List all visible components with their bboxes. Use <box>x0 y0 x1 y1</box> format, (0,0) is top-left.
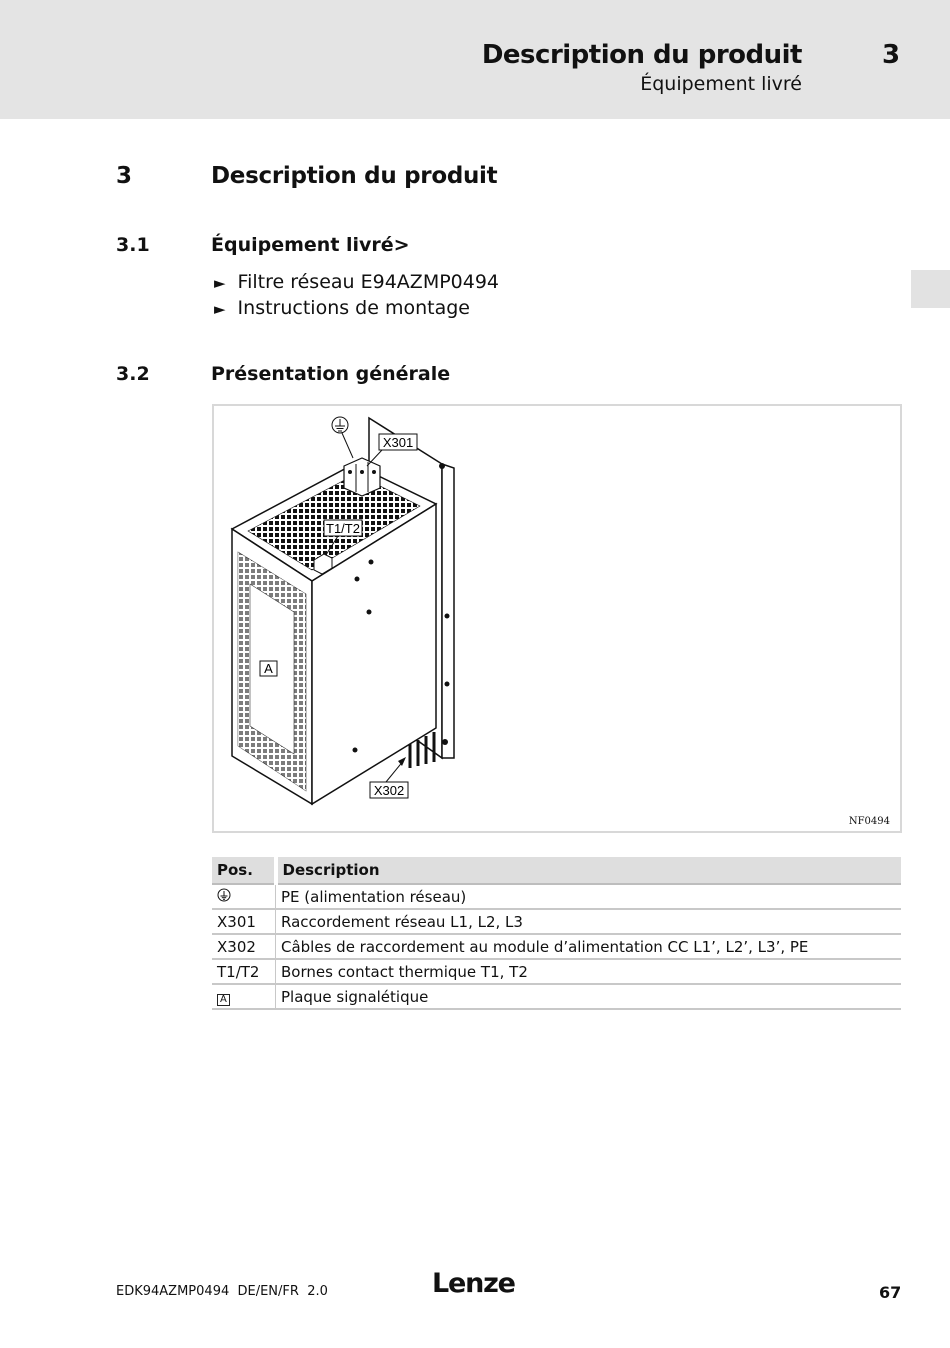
label-x301: X301 <box>382 435 414 450</box>
description-cell: Bornes contact thermique T1, T2 <box>276 959 902 984</box>
pos-cell: T1/T2 <box>212 959 276 984</box>
label-x302: X302 <box>373 783 405 798</box>
label-t1t2: T1/T2 <box>326 521 360 536</box>
lenze-logo: Lenze <box>432 1268 515 1299</box>
subsection-1-number: 3.1 <box>116 234 150 256</box>
pos-cell <box>212 984 276 1009</box>
table-row <box>212 934 901 959</box>
boxed-letter-a: A <box>217 994 230 1006</box>
subsection-2-title: Présentation générale <box>211 363 451 385</box>
section-number: 3 <box>116 163 132 189</box>
product-overview-figure <box>212 404 902 833</box>
page-number: 67 <box>879 1283 902 1302</box>
filter-drawing <box>214 406 900 831</box>
triangle-bullet-icon: ► <box>214 274 226 292</box>
position-table <box>212 857 901 1010</box>
ground-icon <box>217 888 231 902</box>
header-title: Description du produit <box>481 40 802 70</box>
table-row <box>212 959 901 984</box>
triangle-bullet-icon: ► <box>214 300 226 318</box>
label-a: A <box>264 661 273 676</box>
description-cell: PE (alimentation réseau) <box>276 884 902 909</box>
column-header-description: Description <box>276 857 902 884</box>
table-header-row <box>212 857 901 884</box>
header-chapter-number: 3 <box>882 40 901 70</box>
description-cell: Raccordement réseau L1, L2, L3 <box>276 909 902 934</box>
column-header-pos: Pos. <box>212 857 276 884</box>
page-header <box>0 0 950 119</box>
list-item: ► Instructions de montage <box>214 297 470 319</box>
header-subtitle: Équipement livré <box>640 73 802 95</box>
subsection-2-number: 3.2 <box>116 363 150 385</box>
description-cell: Plaque signalétique <box>276 984 902 1009</box>
section-title: Description du produit <box>211 163 498 189</box>
table-row <box>212 909 901 934</box>
list-item: ► Filtre réseau E94AZMP0494 <box>214 271 500 293</box>
pos-cell: X301 <box>212 909 276 934</box>
table-row <box>212 984 901 1009</box>
pos-cell <box>212 884 276 909</box>
subsection-1-title: Équipement livré> <box>211 234 410 256</box>
chapter-side-tab <box>911 270 950 308</box>
footer-doc-id: EDK94AZMP0494 DE/EN/FR 2.0 <box>116 1284 328 1299</box>
pos-cell: X302 <box>212 934 276 959</box>
table-row <box>212 884 901 909</box>
description-cell: Câbles de raccordement au module d’alimentation CC L1’, L2’, L3’, PE <box>276 934 902 959</box>
figure-code: NF0494 <box>848 816 890 827</box>
